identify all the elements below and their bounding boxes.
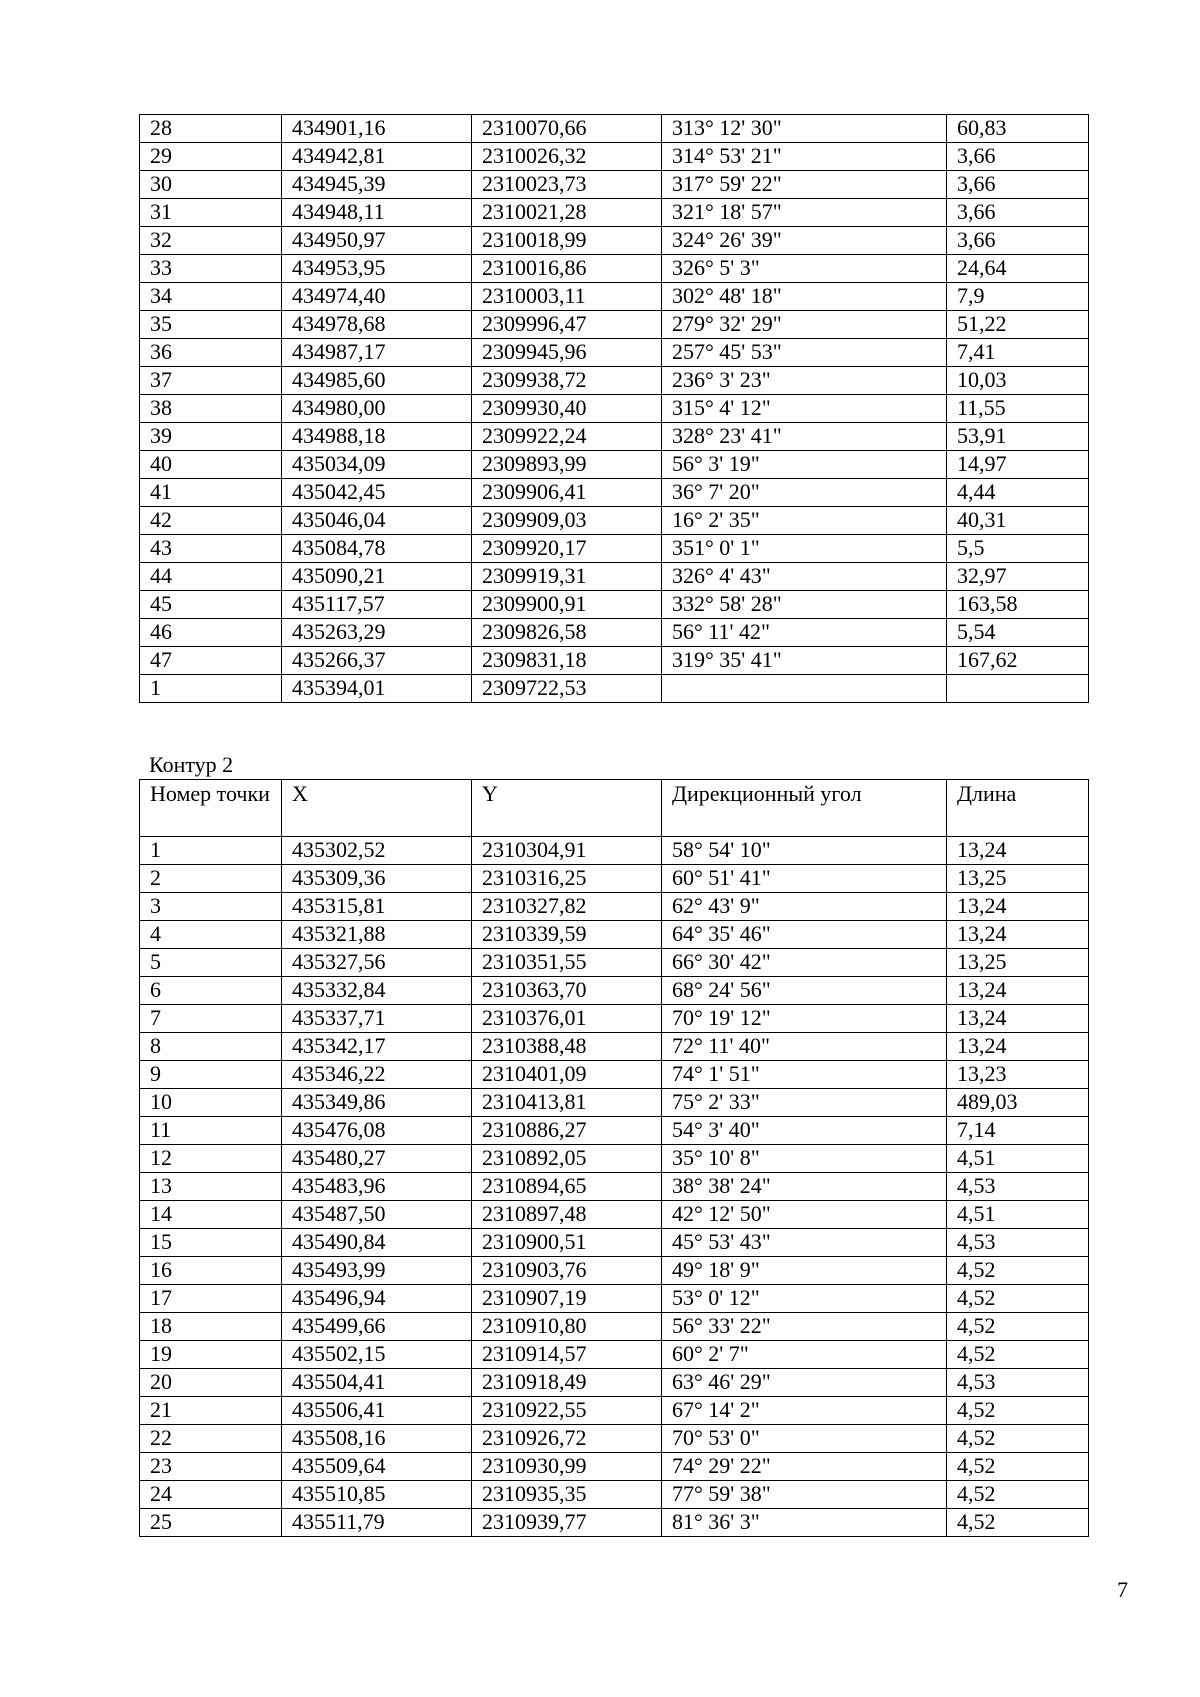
length-cell: 40,31 [947,507,1089,535]
bearing-cell: 324° 26' 39" [662,227,947,255]
table-row [140,1005,1089,1033]
x-cell: 434988,18 [282,423,472,451]
point-number-cell: 32 [140,227,282,255]
bearing-cell: 74° 1' 51" [662,1061,947,1089]
bearing-cell: 56° 3' 19" [662,451,947,479]
table-row [140,227,1089,255]
table-row [140,619,1089,647]
length-cell: 4,44 [947,479,1089,507]
table-row [140,1397,1089,1425]
length-cell: 163,58 [947,591,1089,619]
bearing-cell: 35° 10' 8" [662,1145,947,1173]
y-cell: 2309919,31 [472,563,662,591]
y-cell: 2310892,05 [472,1145,662,1173]
table-row [140,535,1089,563]
x-cell: 434942,81 [282,143,472,171]
length-cell: 13,25 [947,949,1089,977]
x-cell: 434945,39 [282,171,472,199]
y-cell: 2309996,47 [472,311,662,339]
length-cell: 13,24 [947,1033,1089,1061]
point-number-cell: 7 [140,1005,282,1033]
point-number-cell: 22 [140,1425,282,1453]
x-cell: 435504,41 [282,1369,472,1397]
x-cell: 435487,50 [282,1201,472,1229]
table-row [140,423,1089,451]
point-number-cell: 14 [140,1201,282,1229]
table-body [140,837,1089,1537]
x-cell: 435496,94 [282,1285,472,1313]
table-row [140,1145,1089,1173]
point-number-cell: 28 [140,115,282,143]
point-number-cell: 11 [140,1117,282,1145]
point-number-cell: 39 [140,423,282,451]
x-cell: 434948,11 [282,199,472,227]
bearing-cell: 326° 4' 43" [662,563,947,591]
y-cell: 2309826,58 [472,619,662,647]
header-length: Длина [947,780,1089,837]
table-header-row [140,780,1089,837]
length-cell [947,675,1089,703]
y-cell: 2310388,48 [472,1033,662,1061]
point-number-cell: 47 [140,647,282,675]
table-row [140,311,1089,339]
bearing-cell: 53° 0' 12" [662,1285,947,1313]
bearing-cell: 332° 58' 28" [662,591,947,619]
x-cell: 435034,09 [282,451,472,479]
bearing-cell: 279° 32' 29" [662,311,947,339]
x-cell: 435490,84 [282,1229,472,1257]
coordinates-table-contour-2 [139,779,1089,1537]
point-number-cell: 43 [140,535,282,563]
point-number-cell: 45 [140,591,282,619]
bearing-cell: 16° 2' 35" [662,507,947,535]
length-cell: 13,24 [947,921,1089,949]
bearing-cell: 81° 36' 3" [662,1509,947,1537]
point-number-cell: 15 [140,1229,282,1257]
x-cell: 435337,71 [282,1005,472,1033]
table-row [140,1425,1089,1453]
x-cell: 435302,52 [282,837,472,865]
table-row [140,1341,1089,1369]
y-cell: 2310903,76 [472,1257,662,1285]
table-row [140,1369,1089,1397]
x-cell: 435506,41 [282,1397,472,1425]
table-row [140,1257,1089,1285]
x-cell: 435046,04 [282,507,472,535]
table-row [140,647,1089,675]
length-cell: 51,22 [947,311,1089,339]
length-cell: 3,66 [947,199,1089,227]
y-cell: 2310897,48 [472,1201,662,1229]
table-row [140,115,1089,143]
table-row [140,675,1089,703]
length-cell: 4,52 [947,1453,1089,1481]
y-cell: 2310016,86 [472,255,662,283]
bearing-cell: 351° 0' 1" [662,535,947,563]
point-number-cell: 12 [140,1145,282,1173]
y-cell: 2309900,91 [472,591,662,619]
length-cell: 13,24 [947,1005,1089,1033]
point-number-cell: 34 [140,283,282,311]
y-cell: 2309945,96 [472,339,662,367]
bearing-cell: 77° 59' 38" [662,1481,947,1509]
point-number-cell: 40 [140,451,282,479]
x-cell: 435315,81 [282,893,472,921]
x-cell: 435483,96 [282,1173,472,1201]
length-cell: 3,66 [947,171,1089,199]
bearing-cell: 321° 18' 57" [662,199,947,227]
y-cell: 2310018,99 [472,227,662,255]
table-row [140,255,1089,283]
header-bearing: Дирекционный угол [662,780,947,837]
bearing-cell: 317° 59' 22" [662,171,947,199]
table-row [140,451,1089,479]
length-cell: 167,62 [947,647,1089,675]
bearing-cell: 70° 19' 12" [662,1005,947,1033]
y-cell: 2309930,40 [472,395,662,423]
point-number-cell: 29 [140,143,282,171]
point-number-cell: 35 [140,311,282,339]
bearing-cell: 62° 43' 9" [662,893,947,921]
y-cell: 2309831,18 [472,647,662,675]
length-cell: 7,41 [947,339,1089,367]
point-number-cell: 31 [140,199,282,227]
x-cell: 435510,85 [282,1481,472,1509]
point-number-cell: 9 [140,1061,282,1089]
point-number-cell: 10 [140,1089,282,1117]
bearing-cell: 60° 2' 7" [662,1341,947,1369]
length-cell: 4,51 [947,1201,1089,1229]
table-row [140,1509,1089,1537]
point-number-cell: 36 [140,339,282,367]
table-row [140,1313,1089,1341]
length-cell: 4,53 [947,1369,1089,1397]
x-cell: 435309,36 [282,865,472,893]
length-cell: 4,52 [947,1397,1089,1425]
length-cell: 4,52 [947,1341,1089,1369]
bearing-cell: 74° 29' 22" [662,1453,947,1481]
length-cell: 13,25 [947,865,1089,893]
point-number-cell: 23 [140,1453,282,1481]
table-row [140,1117,1089,1145]
table-row [140,977,1089,1005]
x-cell: 435332,84 [282,977,472,1005]
y-cell: 2309909,03 [472,507,662,535]
y-cell: 2310910,80 [472,1313,662,1341]
y-cell: 2310339,59 [472,921,662,949]
y-cell: 2310316,25 [472,865,662,893]
bearing-cell: 328° 23' 41" [662,423,947,451]
header-point-number: Номер точки [140,780,282,837]
y-cell: 2310935,35 [472,1481,662,1509]
bearing-cell: 54° 3' 40" [662,1117,947,1145]
y-cell: 2310413,81 [472,1089,662,1117]
y-cell: 2310363,70 [472,977,662,1005]
table-row [140,507,1089,535]
y-cell: 2309920,17 [472,535,662,563]
y-cell: 2310918,49 [472,1369,662,1397]
point-number-cell: 24 [140,1481,282,1509]
point-number-cell: 37 [140,367,282,395]
bearing-cell: 45° 53' 43" [662,1229,947,1257]
x-cell: 434987,17 [282,339,472,367]
x-cell: 435042,45 [282,479,472,507]
point-number-cell: 19 [140,1341,282,1369]
point-number-cell: 41 [140,479,282,507]
y-cell: 2310926,72 [472,1425,662,1453]
table-row [140,1285,1089,1313]
length-cell: 4,53 [947,1229,1089,1257]
length-cell: 4,52 [947,1285,1089,1313]
x-cell: 435499,66 [282,1313,472,1341]
y-cell: 2310914,57 [472,1341,662,1369]
x-cell: 435321,88 [282,921,472,949]
bearing-cell: 68° 24' 56" [662,977,947,1005]
point-number-cell: 33 [140,255,282,283]
y-cell: 2310351,55 [472,949,662,977]
x-cell: 435327,56 [282,949,472,977]
table-row [140,143,1089,171]
header-x: X [282,780,472,837]
point-number-cell: 6 [140,977,282,1005]
length-cell: 4,52 [947,1257,1089,1285]
length-cell: 4,52 [947,1425,1089,1453]
length-cell: 4,51 [947,1145,1089,1173]
x-cell: 435346,22 [282,1061,472,1089]
y-cell: 2310003,11 [472,283,662,311]
bearing-cell: 326° 5' 3" [662,255,947,283]
table-row [140,1201,1089,1229]
table-row [140,339,1089,367]
length-cell: 24,64 [947,255,1089,283]
point-number-cell: 17 [140,1285,282,1313]
table-row [140,199,1089,227]
table-row [140,171,1089,199]
length-cell: 13,23 [947,1061,1089,1089]
bearing-cell: 66° 30' 42" [662,949,947,977]
y-cell: 2309906,41 [472,479,662,507]
x-cell: 434974,40 [282,283,472,311]
y-cell: 2310886,27 [472,1117,662,1145]
bearing-cell: 56° 11' 42" [662,619,947,647]
point-number-cell: 44 [140,563,282,591]
y-cell: 2310023,73 [472,171,662,199]
length-cell: 11,55 [947,395,1089,423]
length-cell: 10,03 [947,367,1089,395]
y-cell: 2310304,91 [472,837,662,865]
x-cell: 435476,08 [282,1117,472,1145]
y-cell: 2310376,01 [472,1005,662,1033]
y-cell: 2310922,55 [472,1397,662,1425]
length-cell: 60,83 [947,115,1089,143]
table-row [140,1229,1089,1257]
length-cell: 32,97 [947,563,1089,591]
x-cell: 435509,64 [282,1453,472,1481]
contour-2-caption: Контур 2 [149,752,234,777]
x-cell: 434953,95 [282,255,472,283]
table-row [140,1453,1089,1481]
bearing-cell: 42° 12' 50" [662,1201,947,1229]
x-cell: 434950,97 [282,227,472,255]
length-cell: 7,14 [947,1117,1089,1145]
length-cell: 4,52 [947,1481,1089,1509]
y-cell: 2310401,09 [472,1061,662,1089]
length-cell: 3,66 [947,143,1089,171]
table-row [140,1173,1089,1201]
bearing-cell: 67° 14' 2" [662,1397,947,1425]
bearing-cell: 63° 46' 29" [662,1369,947,1397]
x-cell: 435502,15 [282,1341,472,1369]
bearing-cell: 60° 51' 41" [662,865,947,893]
x-cell: 435493,99 [282,1257,472,1285]
y-cell: 2309893,99 [472,451,662,479]
point-number-cell: 1 [140,675,282,703]
bearing-cell: 36° 7' 20" [662,479,947,507]
table-row [140,395,1089,423]
table-row [140,367,1089,395]
y-cell: 2309922,24 [472,423,662,451]
length-cell: 5,54 [947,619,1089,647]
point-number-cell: 30 [140,171,282,199]
bearing-cell: 64° 35' 46" [662,921,947,949]
x-cell: 434978,68 [282,311,472,339]
length-cell: 7,9 [947,283,1089,311]
y-cell: 2309938,72 [472,367,662,395]
y-cell: 2310930,99 [472,1453,662,1481]
coordinates-table-contour-1 [139,114,1089,703]
bearing-cell: 56° 33' 22" [662,1313,947,1341]
x-cell: 435084,78 [282,535,472,563]
bearing-cell: 319° 35' 41" [662,647,947,675]
table-row [140,949,1089,977]
bearing-cell [662,675,947,703]
table-row [140,479,1089,507]
table-row [140,1089,1089,1117]
point-number-cell: 2 [140,865,282,893]
y-cell: 2310894,65 [472,1173,662,1201]
point-number-cell: 46 [140,619,282,647]
length-cell: 13,24 [947,977,1089,1005]
bearing-cell: 72° 11' 40" [662,1033,947,1061]
table-row [140,1481,1089,1509]
x-cell: 435480,27 [282,1145,472,1173]
x-cell: 434980,00 [282,395,472,423]
bearing-cell: 257° 45' 53" [662,339,947,367]
point-number-cell: 20 [140,1369,282,1397]
point-number-cell: 5 [140,949,282,977]
y-cell: 2310021,28 [472,199,662,227]
point-number-cell: 8 [140,1033,282,1061]
x-cell: 435266,37 [282,647,472,675]
point-number-cell: 38 [140,395,282,423]
bearing-cell: 38° 38' 24" [662,1173,947,1201]
y-cell: 2310327,82 [472,893,662,921]
length-cell: 53,91 [947,423,1089,451]
point-number-cell: 21 [140,1397,282,1425]
bearing-cell: 75° 2' 33" [662,1089,947,1117]
length-cell: 13,24 [947,837,1089,865]
point-number-cell: 4 [140,921,282,949]
table-row [140,1061,1089,1089]
x-cell: 434985,60 [282,367,472,395]
header-y: Y [472,780,662,837]
bearing-cell: 313° 12' 30" [662,115,947,143]
table-row [140,563,1089,591]
length-cell: 13,24 [947,893,1089,921]
table-row [140,283,1089,311]
bearing-cell: 302° 48' 18" [662,283,947,311]
page-number: 7 [1117,1577,1128,1602]
point-number-cell: 3 [140,893,282,921]
table-body [140,115,1089,703]
x-cell: 434901,16 [282,115,472,143]
x-cell: 435511,79 [282,1509,472,1537]
x-cell: 435394,01 [282,675,472,703]
x-cell: 435508,16 [282,1425,472,1453]
y-cell: 2310939,77 [472,1509,662,1537]
point-number-cell: 25 [140,1509,282,1537]
table-row [140,921,1089,949]
table-row [140,837,1089,865]
table-row [140,1033,1089,1061]
table-row [140,865,1089,893]
point-number-cell: 18 [140,1313,282,1341]
x-cell: 435263,29 [282,619,472,647]
y-cell: 2310907,19 [472,1285,662,1313]
bearing-cell: 49° 18' 9" [662,1257,947,1285]
table-row [140,591,1089,619]
point-number-cell: 13 [140,1173,282,1201]
length-cell: 14,97 [947,451,1089,479]
table-row [140,893,1089,921]
length-cell: 4,52 [947,1313,1089,1341]
x-cell: 435117,57 [282,591,472,619]
y-cell: 2309722,53 [472,675,662,703]
length-cell: 4,52 [947,1509,1089,1537]
bearing-cell: 70° 53' 0" [662,1425,947,1453]
bearing-cell: 315° 4' 12" [662,395,947,423]
bearing-cell: 236° 3' 23" [662,367,947,395]
y-cell: 2310900,51 [472,1229,662,1257]
length-cell: 489,03 [947,1089,1089,1117]
x-cell: 435349,86 [282,1089,472,1117]
point-number-cell: 1 [140,837,282,865]
point-number-cell: 16 [140,1257,282,1285]
bearing-cell: 314° 53' 21" [662,143,947,171]
bearing-cell: 58° 54' 10" [662,837,947,865]
y-cell: 2310070,66 [472,115,662,143]
length-cell: 5,5 [947,535,1089,563]
y-cell: 2310026,32 [472,143,662,171]
x-cell: 435090,21 [282,563,472,591]
length-cell: 3,66 [947,227,1089,255]
length-cell: 4,53 [947,1173,1089,1201]
x-cell: 435342,17 [282,1033,472,1061]
point-number-cell: 42 [140,507,282,535]
